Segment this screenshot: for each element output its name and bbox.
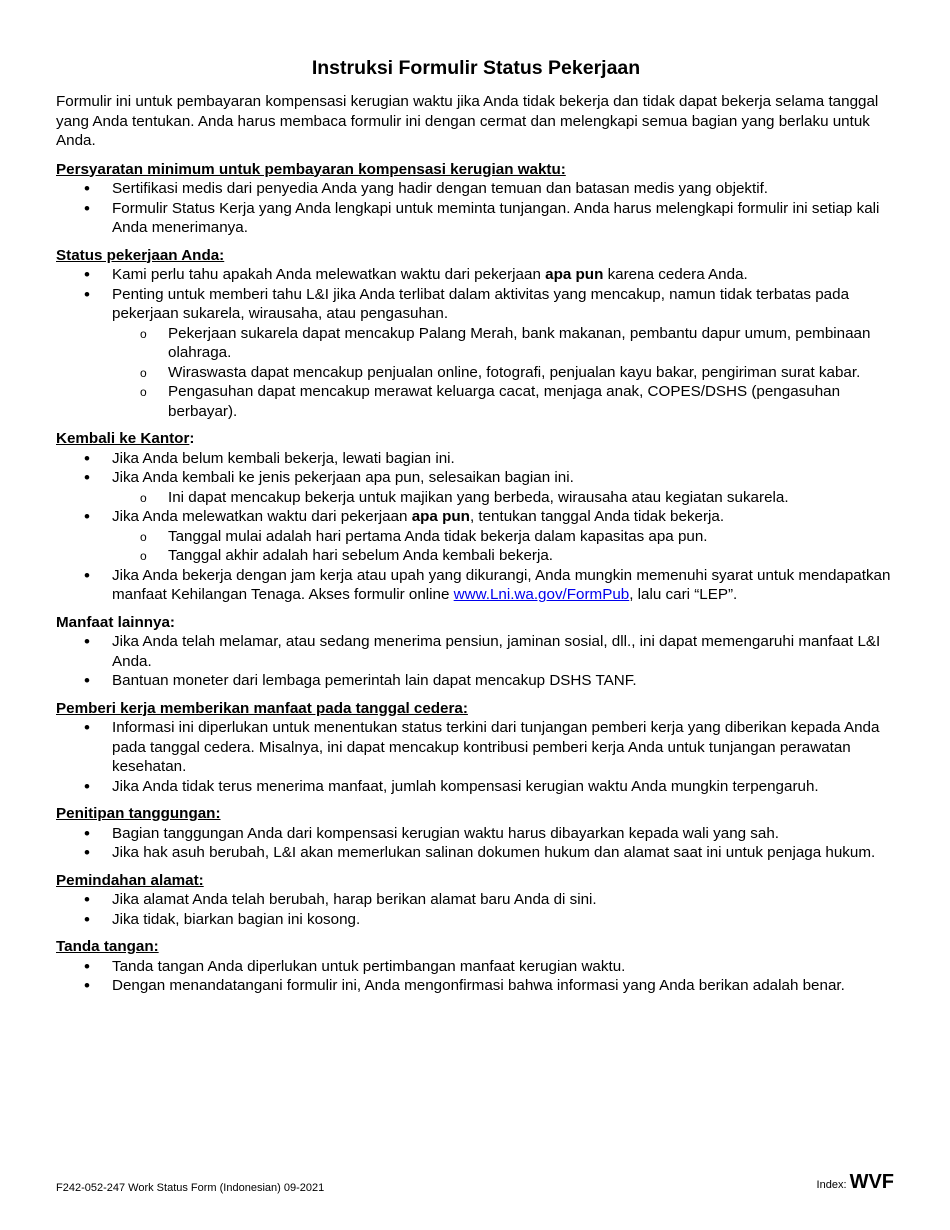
section-title: Status pekerjaan Anda: (56, 246, 225, 264)
text-fragment: Jika Anda kembali ke jenis pekerjaan apa pun, selesaikan bagian ini. (112, 469, 574, 486)
list-item: • Jika alamat Anda telah berubah, harap berikan alamat baru Anda di sini. (56, 890, 896, 910)
sub-list-item: o Ini dapat mencakup bekerja untuk majikan yang berbeda, wirausaha atau kegiatan sukarela. (112, 488, 896, 508)
text-fragment: Penting untuk memberi tahu L&I jika Anda terlibat dalam aktivitas yang mencakup, namun tidak terbatas pada pekerjaan sukarela, wirausaha, atau pengasuhan. (112, 285, 850, 322)
section-signature (56, 937, 896, 996)
text-fragment: , tentukan tanggal Anda tidak bekerja. (469, 508, 725, 525)
list-item (56, 566, 896, 605)
bullet-list (56, 265, 896, 421)
section-title-text: Kembali ke Kantor (56, 430, 190, 447)
list-item: • Jika tidak, biarkan bagian ini kosong. (56, 910, 896, 930)
sub-list-item: o Pengasuhan dapat mencakup merawat keluarga cacat, menjaga anak, COPES/DSHS (pengasuhan berbayar). (112, 382, 896, 421)
sub-list-item: o Tanggal akhir adalah hari sebelum Anda kembali bekerja. (112, 546, 896, 566)
bullet-list (56, 632, 896, 691)
section-title: Pemberi kerja memberikan manfaat pada tanggal cedera: (56, 699, 468, 717)
sub-list-item: o Pekerjaan sukarela dapat mencakup Palang Merah, bank makanan, pembantu dapur umum, pembinaan olahraga. (112, 324, 896, 363)
list-item: • Dengan menandatangani formulir ini, Anda mengonfirmasi bahwa informasi yang Anda berikan adalah benar. (56, 976, 896, 996)
index-label: Index: (816, 1179, 847, 1191)
sub-list (112, 324, 896, 422)
sub-list (112, 488, 896, 508)
list-item: • Jika Anda belum kembali bekerja, lewati bagian ini. (56, 449, 896, 469)
list-item (56, 468, 896, 507)
emphasis-text: apa pun (545, 266, 604, 283)
list-item: • Jika Anda tidak terus menerima manfaat, jumlah kompensasi kerugian waktu Anda mungkin terpengaruh. (56, 777, 896, 797)
bullet-list (56, 890, 896, 929)
section-title: Tanda tangan: (56, 938, 159, 955)
text-fragment: , lalu cari “LEP”. (629, 586, 738, 603)
section-title (56, 429, 896, 449)
text-fragment: karena cedera Anda. (603, 266, 748, 283)
index-code (816, 1171, 894, 1193)
text-fragment: Kami perlu tahu apakah Anda melewatkan waktu dari pekerjaan (112, 266, 546, 283)
list-item: • Bagian tanggungan Anda dari kompensasi kerugian waktu harus dibayarkan kepada wali yang sah. (56, 824, 896, 844)
bullet-list (56, 449, 896, 605)
sub-list-item: o Wiraswasta dapat mencakup penjualan online, fotografi, penjualan kayu bakar, pengiriman surat kabar. (112, 363, 896, 383)
section-employer-benefits (56, 699, 896, 797)
section-dependent-custody (56, 804, 896, 863)
sub-list (112, 527, 896, 566)
text-fragment: Jika Anda bekerja dengan jam kerja atau upah yang dikurangi, Anda mungkin memenuhi syarat untuk mendapatkan manfaat Kehilangan Tenaga. Akses formulir online (112, 566, 891, 603)
sub-list-item: o Tanggal mulai adalah hari pertama Anda tidak bekerja dalam kapasitas apa pun. (112, 527, 896, 547)
list-item: • Formulir Status Kerja yang Anda lengkapi untuk meminta tunjangan. Anda harus melengkapi formulir ini setiap kali Anda menerimanya. (56, 199, 896, 238)
list-item: • Tanda tangan Anda diperlukan untuk pertimbangan manfaat kerugian waktu. (56, 957, 896, 977)
formpub-link[interactable]: www.Lni.wa.gov/FormPub (453, 586, 630, 603)
section-title: Manfaat lainnya: (56, 613, 175, 631)
form-id: F242-052-247 Work Status Form (Indonesian) 09-2021 (56, 1182, 325, 1194)
text-fragment: Jika Anda melewatkan waktu dari pekerjaan (112, 508, 412, 525)
list-item (56, 507, 896, 566)
bullet-list (56, 957, 896, 996)
section-return-to-work (56, 429, 896, 605)
section-title-colon: : (189, 430, 195, 447)
section-minimum-requirements (56, 160, 896, 238)
bullet-list (56, 718, 896, 796)
list-item (56, 265, 896, 285)
section-title: Penitipan tanggungan: (56, 805, 221, 822)
list-item: • Jika hak asuh berubah, L&I akan memerlukan salinan dokumen hukum dan alamat saat ini untuk penjaga hukum. (56, 843, 896, 863)
section-title: Pemindahan alamat: (56, 871, 204, 889)
section-other-benefits (56, 613, 896, 691)
bullet-list (56, 179, 896, 238)
page-title: Instruksi Formulir Status Pekerjaan (311, 57, 641, 79)
section-address-change (56, 871, 896, 930)
list-item: • Sertifikasi medis dari penyedia Anda yang hadir dengan temuan dan batasan medis yang objektif. (56, 179, 896, 199)
list-item: • Jika Anda telah melamar, atau sedang menerima pensiun, jaminan sosial, dll., ini dapat memengaruhi manfaat L&I Anda. (56, 632, 896, 671)
list-item: • Bantuan moneter dari lembaga pemerintah lain dapat mencakup DSHS TANF. (56, 671, 896, 691)
emphasis-text: apa pun (411, 508, 470, 525)
bullet-list (56, 824, 896, 863)
index-value: WVF (849, 1171, 894, 1193)
intro-paragraph: Formulir ini untuk pembayaran kompensasi kerugian waktu jika Anda tidak bekerja dan tidak dapat bekerja selama tanggal yang Anda tentukan. Anda harus membaca formulir ini dengan cermat dan melengkapi semua bagian yang berlaku untuk Anda. (56, 93, 879, 149)
section-title: Persyaratan minimum untuk pembayaran kompensasi kerugian waktu: (56, 160, 566, 178)
section-employment-status (56, 246, 896, 422)
list-item (56, 285, 896, 422)
list-item: • Informasi ini diperlukan untuk menentukan status terkini dari tunjangan pemberi kerja yang diberikan kepada Anda pada tanggal cedera. Misalnya, ini dapat mencakup kontribusi pemberi kerja Anda untuk tunjangan perawatan kesehatan. (56, 718, 896, 777)
document-page (56, 56, 896, 1004)
